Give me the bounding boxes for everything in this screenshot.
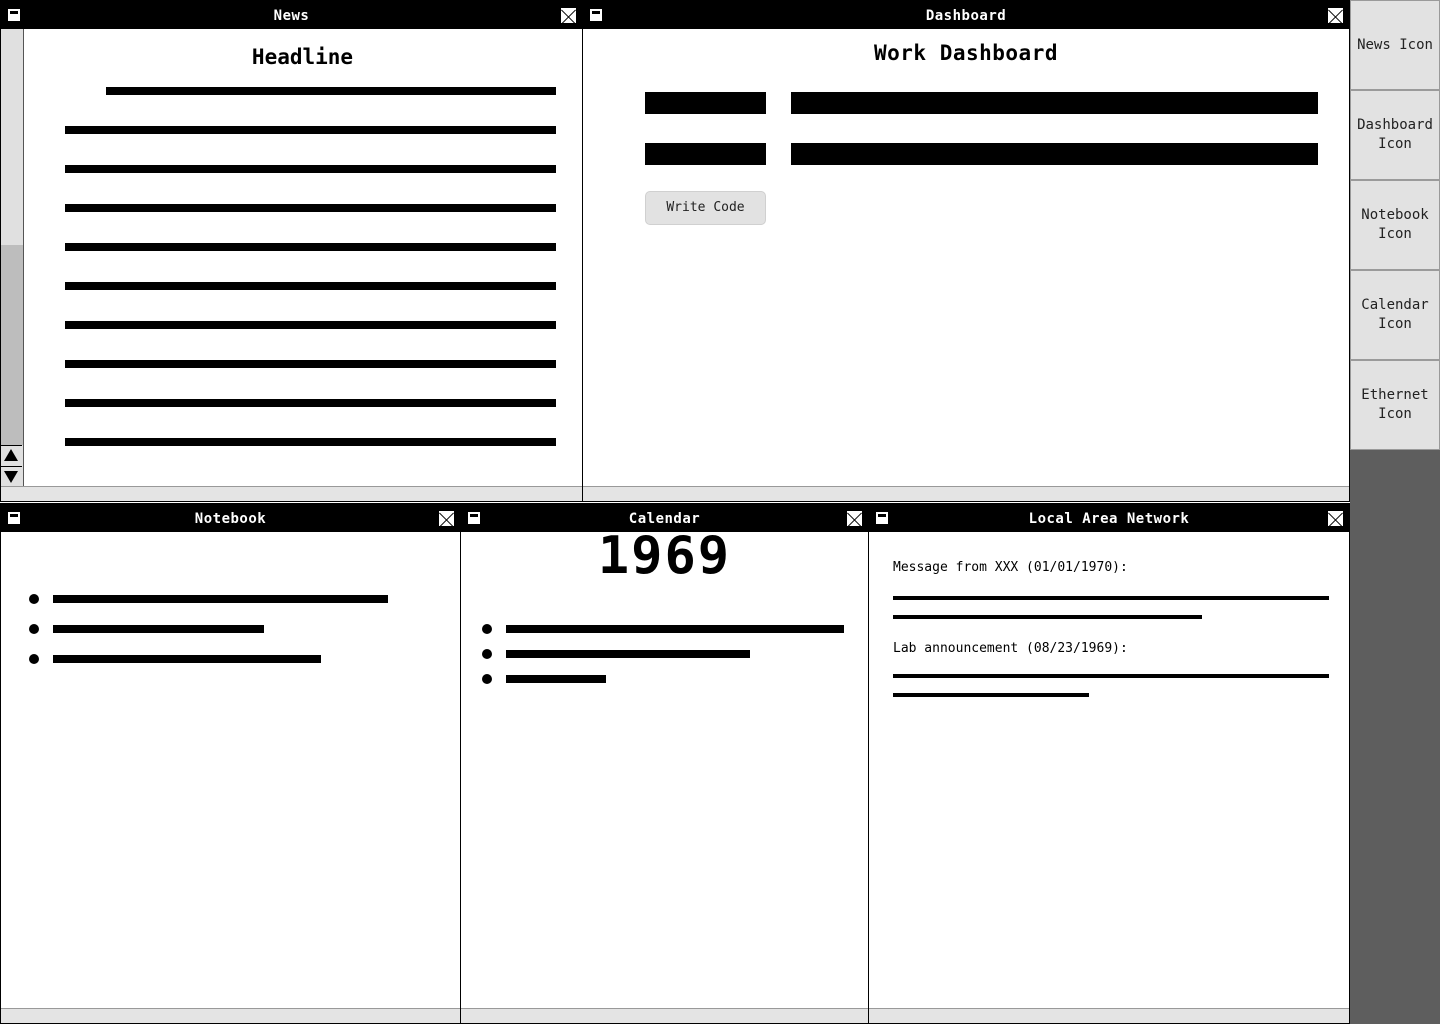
text-line	[65, 438, 556, 446]
text-line	[65, 360, 556, 368]
dock-item-label: Dashboard Icon	[1357, 117, 1433, 152]
scroll-up-arrow-icon[interactable]	[1, 445, 22, 466]
app-dock	[1350, 0, 1440, 1024]
text-line	[65, 399, 556, 407]
ethernet-icon[interactable]	[1350, 360, 1440, 450]
dashboard-heading: Work Dashboard	[873, 41, 1058, 65]
notebook-window	[0, 503, 461, 1024]
dashboard-icon[interactable]	[1350, 90, 1440, 180]
list-item	[53, 595, 388, 603]
text-line	[65, 204, 556, 212]
bullet-icon	[29, 624, 39, 634]
window-title: News	[273, 8, 310, 24]
message-header: Message from XXX (01/01/1970):	[893, 560, 1128, 575]
close-icon[interactable]	[438, 510, 455, 527]
write-code-button[interactable]: Write Code	[645, 191, 766, 225]
news-icon[interactable]	[1350, 0, 1440, 90]
news-titlebar[interactable]	[1, 1, 582, 29]
text-line	[65, 243, 556, 251]
close-icon[interactable]	[1327, 7, 1344, 24]
bullet-icon	[482, 674, 492, 684]
list-item	[506, 650, 750, 658]
horizontal-scrollbar[interactable]	[869, 1008, 1349, 1023]
bullet-icon	[29, 594, 39, 604]
scrollbar-thumb[interactable]	[1, 245, 23, 445]
news-headline: Headline	[251, 45, 354, 69]
close-icon[interactable]	[560, 7, 577, 24]
text-line	[65, 165, 556, 173]
dashboard-titlebar[interactable]	[583, 1, 1349, 29]
message-line	[893, 615, 1202, 619]
scroll-down-arrow-icon[interactable]	[1, 466, 22, 487]
horizontal-scrollbar[interactable]	[461, 1008, 868, 1023]
bullet-icon	[482, 649, 492, 659]
bullet-icon	[482, 624, 492, 634]
window-title: Notebook	[194, 511, 267, 527]
bullet-icon	[29, 654, 39, 664]
horizontal-scrollbar[interactable]	[1, 1008, 460, 1023]
dashboard-window	[582, 0, 1350, 502]
message-line	[893, 693, 1089, 697]
text-line	[65, 126, 556, 134]
list-item	[53, 625, 264, 633]
message-line	[893, 596, 1329, 600]
vertical-scrollbar[interactable]	[1, 29, 24, 487]
dock-item-label: News Icon	[1357, 36, 1433, 53]
list-item	[506, 625, 844, 633]
calendar-window	[460, 503, 869, 1024]
message-line	[893, 674, 1329, 678]
field-value[interactable]	[791, 92, 1318, 114]
notebook-titlebar[interactable]	[1, 504, 460, 532]
calendar-year: 1969	[597, 526, 732, 586]
horizontal-scrollbar[interactable]	[1, 486, 582, 501]
list-item	[506, 675, 606, 683]
window-title: Dashboard	[925, 8, 1007, 24]
lan-window	[868, 503, 1350, 1024]
window-title: Calendar	[628, 511, 701, 527]
text-line	[106, 87, 556, 95]
field-label	[645, 143, 766, 165]
message-header: Lab announcement (08/23/1969):	[893, 641, 1128, 656]
close-icon[interactable]	[846, 510, 863, 527]
list-item	[53, 655, 321, 663]
dock-item-label: Ethernet Icon	[1361, 387, 1429, 422]
close-icon[interactable]	[1327, 510, 1344, 527]
dock-item-label: Notebook Icon	[1361, 207, 1429, 242]
text-line	[65, 321, 556, 329]
calendar-icon[interactable]	[1350, 270, 1440, 360]
field-value[interactable]	[791, 143, 1318, 165]
lan-titlebar[interactable]	[869, 504, 1349, 532]
horizontal-scrollbar[interactable]	[583, 486, 1349, 501]
notebook-icon[interactable]	[1350, 180, 1440, 270]
news-window	[0, 0, 583, 502]
field-label	[645, 92, 766, 114]
dock-item-label: Calendar Icon	[1361, 297, 1429, 332]
window-title: Local Area Network	[1028, 511, 1190, 527]
text-line	[65, 282, 556, 290]
